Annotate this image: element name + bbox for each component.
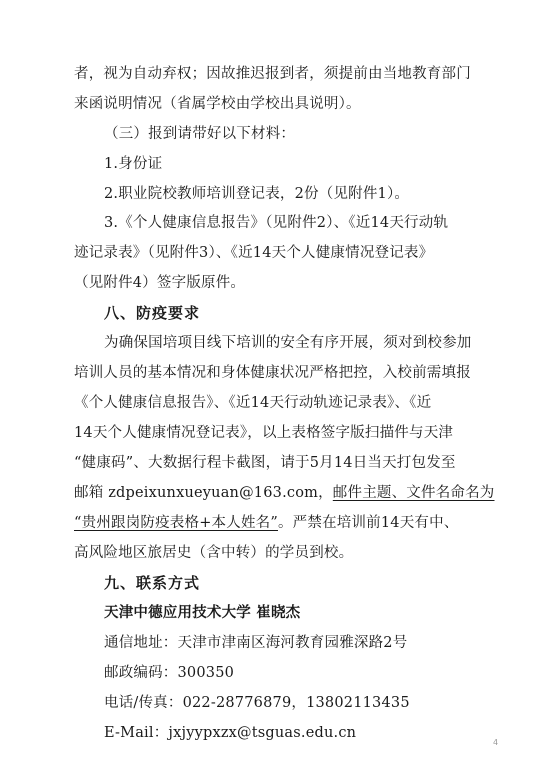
paragraph-line: 14天个人健康情况登记表》，以上表格签字版扫描件与天津 — [74, 425, 454, 441]
contact-email: E-Mail：jxjyypxzx@tsguas.edu.cn — [104, 725, 357, 741]
paragraph-line: 为确保国培项目线下培训的安全有序开展，须对到校参加 — [104, 335, 472, 351]
paragraph-line: 高风险地区旅居史（含中转）的学员到校。 — [74, 545, 354, 561]
page-number: 4 — [493, 738, 499, 747]
contact-phone: 电话/传真：022-28776879，13802113435 — [104, 695, 410, 711]
paragraph-line — [74, 483, 495, 503]
list-item: 3.《个人健康信息报告》（见附件2）、《近14天行动轨 — [104, 215, 449, 231]
section-heading-epidemic: 八、防疫要求 — [104, 304, 201, 322]
subsection-heading: （三）报到请带好以下材料： — [104, 126, 296, 142]
email-subject-instruction: 邮件主题、文件名命名为 — [332, 485, 495, 501]
text-line: 迹记录表》（见附件3）、《近14天个人健康情况登记表》 — [74, 245, 434, 261]
text-line: 来函说明情况（省属学校由学校出具说明）。 — [74, 96, 361, 112]
email-address-text: 邮箱 zdpeixunxueyuan@163.com， — [74, 485, 333, 501]
paragraph-line: 《个人健康信息报告》、《近14天行动轨迹记录表》、《近 — [74, 395, 432, 411]
contact-postcode: 邮政编码：300350 — [104, 665, 235, 681]
contact-address: 通信地址：天津市津南区海河教育园雅深路2号 — [104, 635, 408, 651]
text-line — [74, 64, 471, 84]
text-line: （见附件4）签字版原件。 — [74, 275, 246, 291]
paragraph-line: “健康码”、大数据行程卡截图，请于5月14日当天打包发至 — [74, 455, 456, 471]
text-content: 者，视为自动弃权；因故推迟报到者，须提前由当地教育部门 — [74, 66, 471, 82]
list-item: 2.职业院校教师培训登记表，2份（见附件1）。 — [104, 186, 410, 202]
paragraph-line: 培训人员的基本情况和身体健康状况严格把控，入校前需填报 — [74, 365, 471, 381]
paragraph-line — [74, 513, 459, 533]
contact-organization: 天津中德应用技术大学 崔晓杰 — [104, 604, 301, 621]
email-subject-format: “贵州跟岗防疫表格+本人姓名” — [74, 515, 278, 531]
list-item: 1.身份证 — [104, 156, 163, 172]
text-content: 。严禁在培训前14天有中、 — [277, 515, 459, 531]
section-heading-contact: 九、联系方式 — [104, 574, 201, 592]
